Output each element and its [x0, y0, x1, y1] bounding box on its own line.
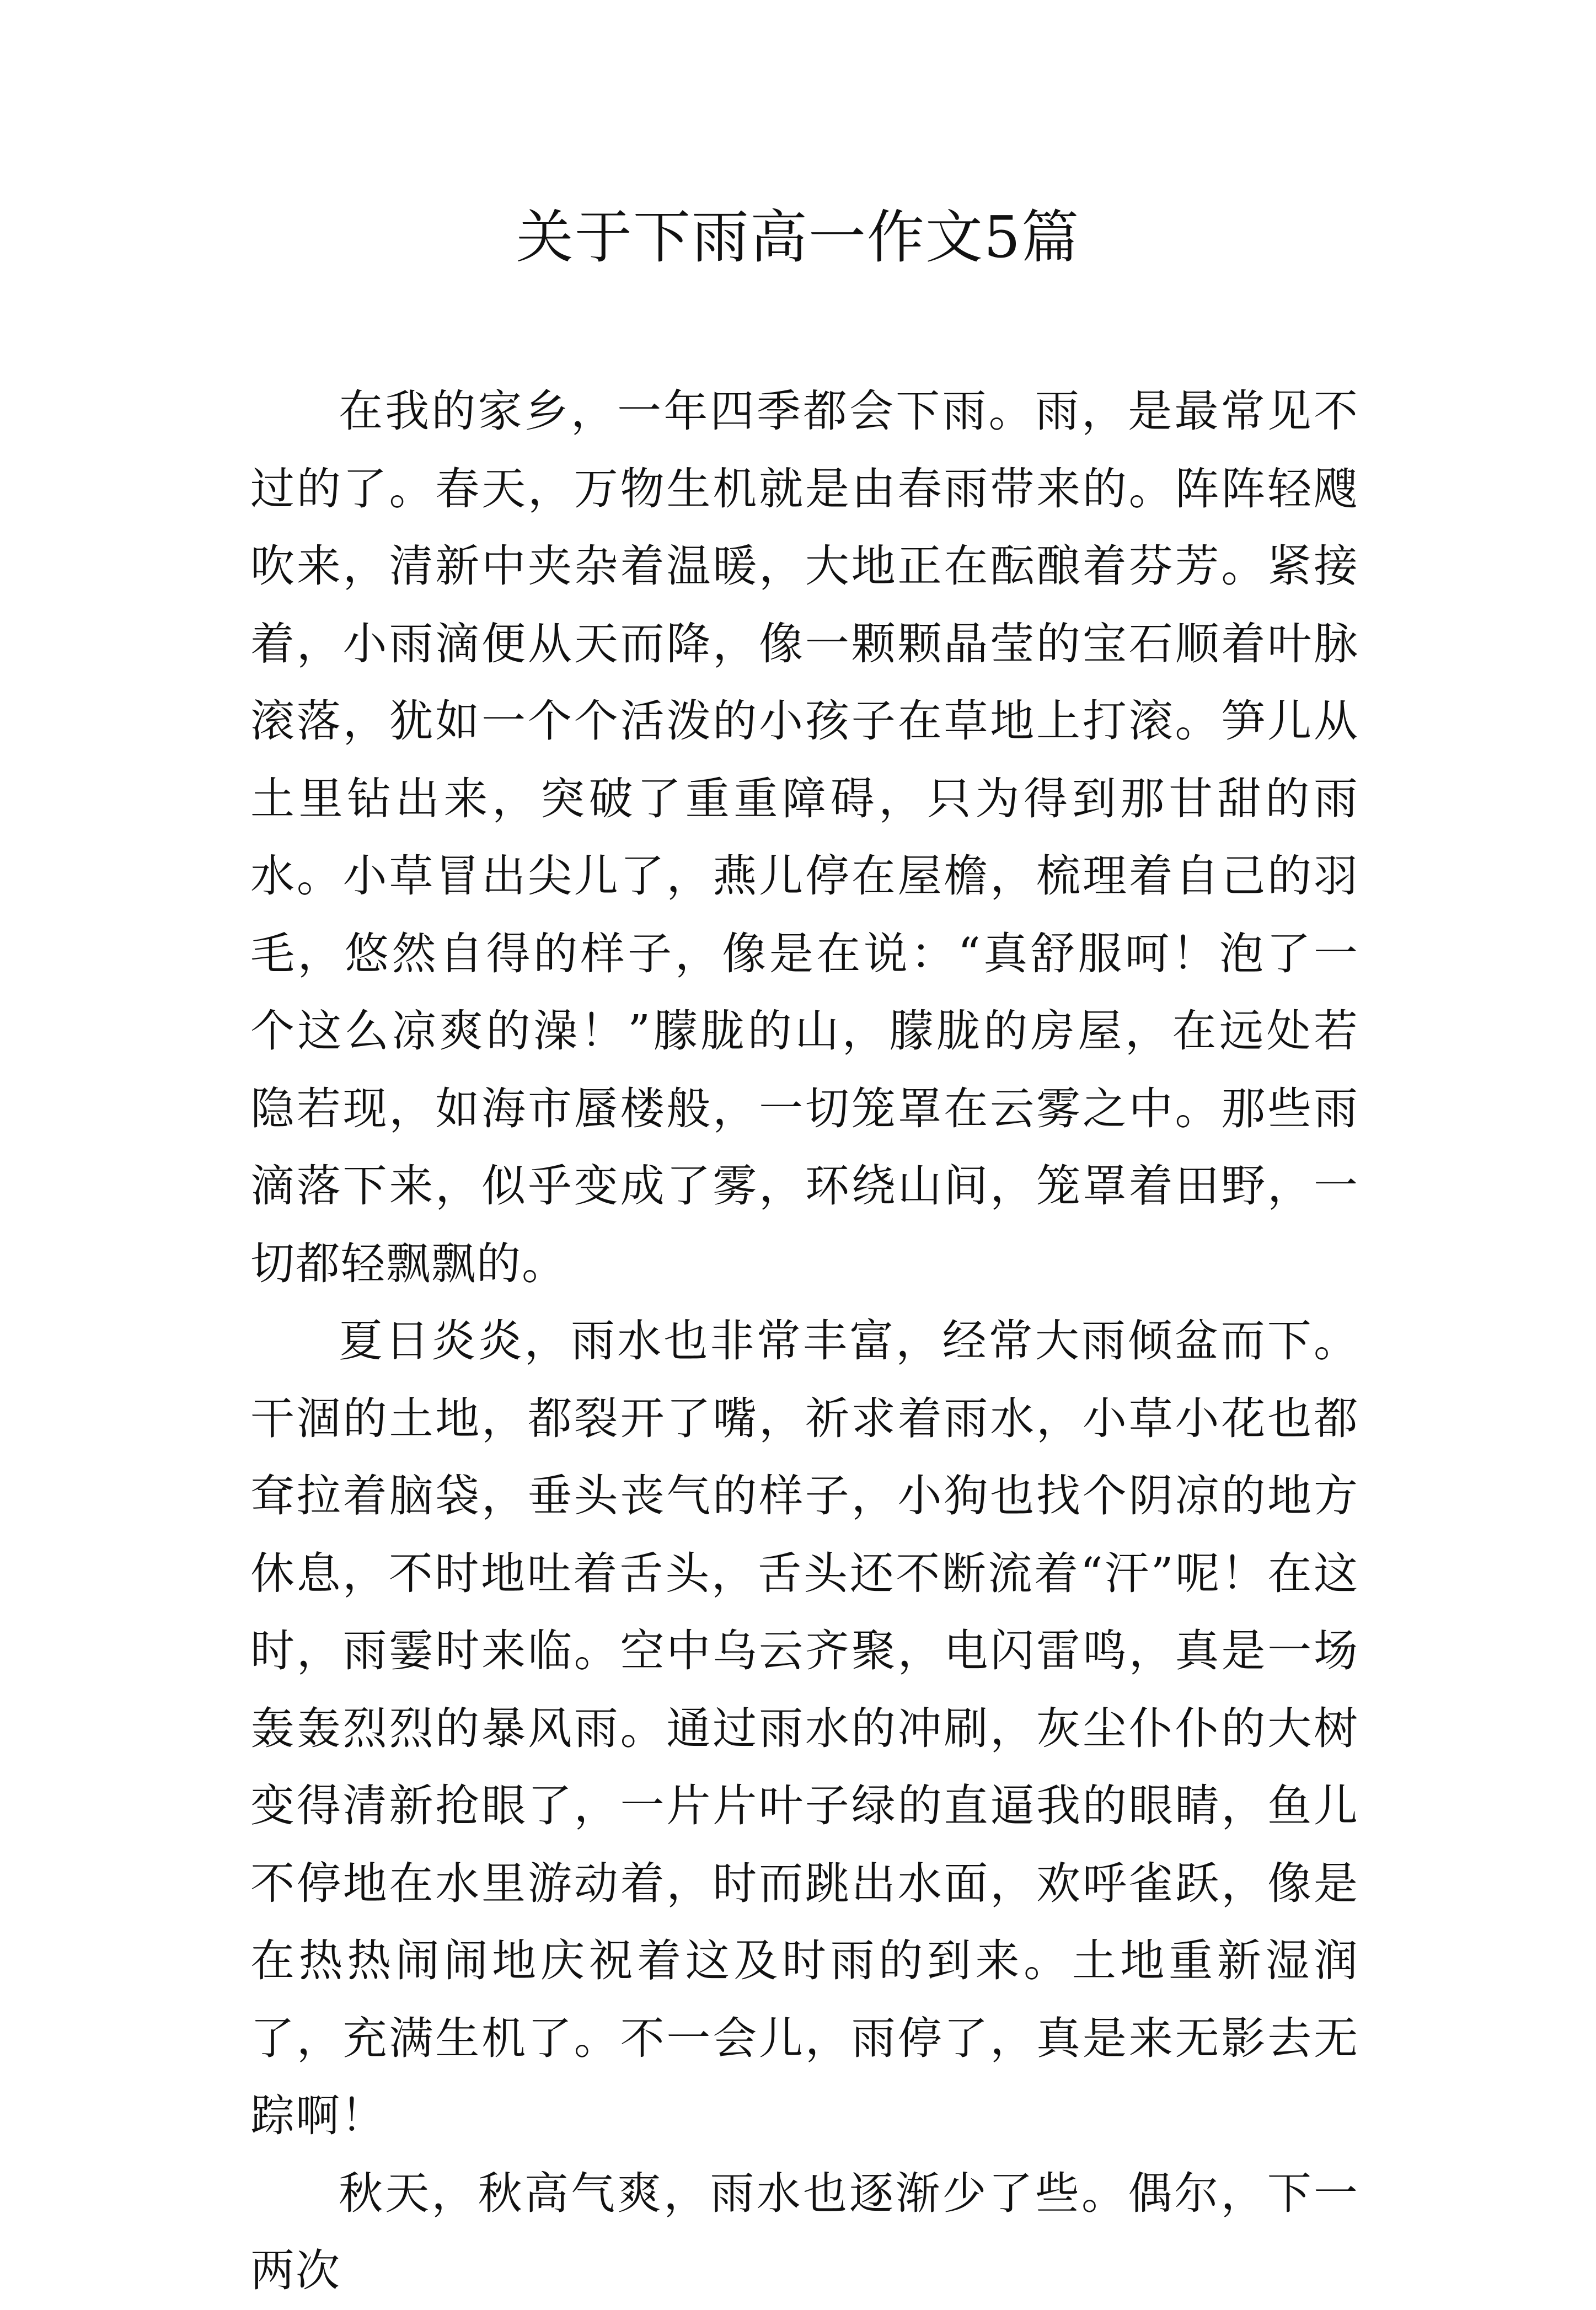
document-body: [250, 373, 1359, 2310]
paragraph-spring: 在我的家乡，一年四季都会下雨。雨，是最常见不过的了。春天，万物生机就是由春雨带来的。阵阵轻飕吹来，清新中夹杂着温暖，大地正在酝酿着芬芳。紧接着，小雨滴便从天而降，像一颗颗晶莹的宝石顺着叶脉滚落，犹如一个个活泼的小孩子在草地上打滚。笋儿从土里钻出来，突破了重重障碍，只为得到那甘甜的雨水。小草冒出尖儿了，燕儿停在屋檐，梳理着自己的羽毛，悠然自得的样子，像是在说：“真舒服呵！泡了一个这么凉爽的澡！”朦胧的山，朦胧的房屋，在远处若隐若现，如海市蜃楼般，一切笼罩在云雾之中。那些雨滴落下来，似乎变成了雾，环绕山间，笼罩着田野，一切都轻飘飘的。: [250, 385, 1359, 1289]
paragraph-summer: 夏日炎炎，雨水也非常丰富，经常大雨倾盆而下。干涸的土地，都裂开了嘴，祈求着雨水，小草小花也都耷拉着脑袋，垂头丧气的样子，小狗也找个阴凉的地方休息，不时地吐着舌头，舌头还不断流着“汗”呢！在这时，雨霎时来临。空中乌云齐聚，电闪雷鸣，真是一场轰轰烈烈的暴风雨。通过雨水的冲刷，灰尘仆仆的大树变得清新抢眼了，一片片叶子绿的直逼我的眼睛，鱼儿不停地在水里游动着，时而跳出水面，欢呼雀跃，像是在热热闹闹地庆祝着这及时雨的到来。土地重新湿润了，充满生机了。不一会儿，雨停了，真是来无影去无踪啊！: [250, 1315, 1359, 2141]
document-title: 关于下雨高一作文5篇: [516, 203, 1080, 271]
paragraph-autumn: 秋天，秋高气爽，雨水也逐渐少了些。偶尔，下一两次: [250, 2167, 1359, 2296]
